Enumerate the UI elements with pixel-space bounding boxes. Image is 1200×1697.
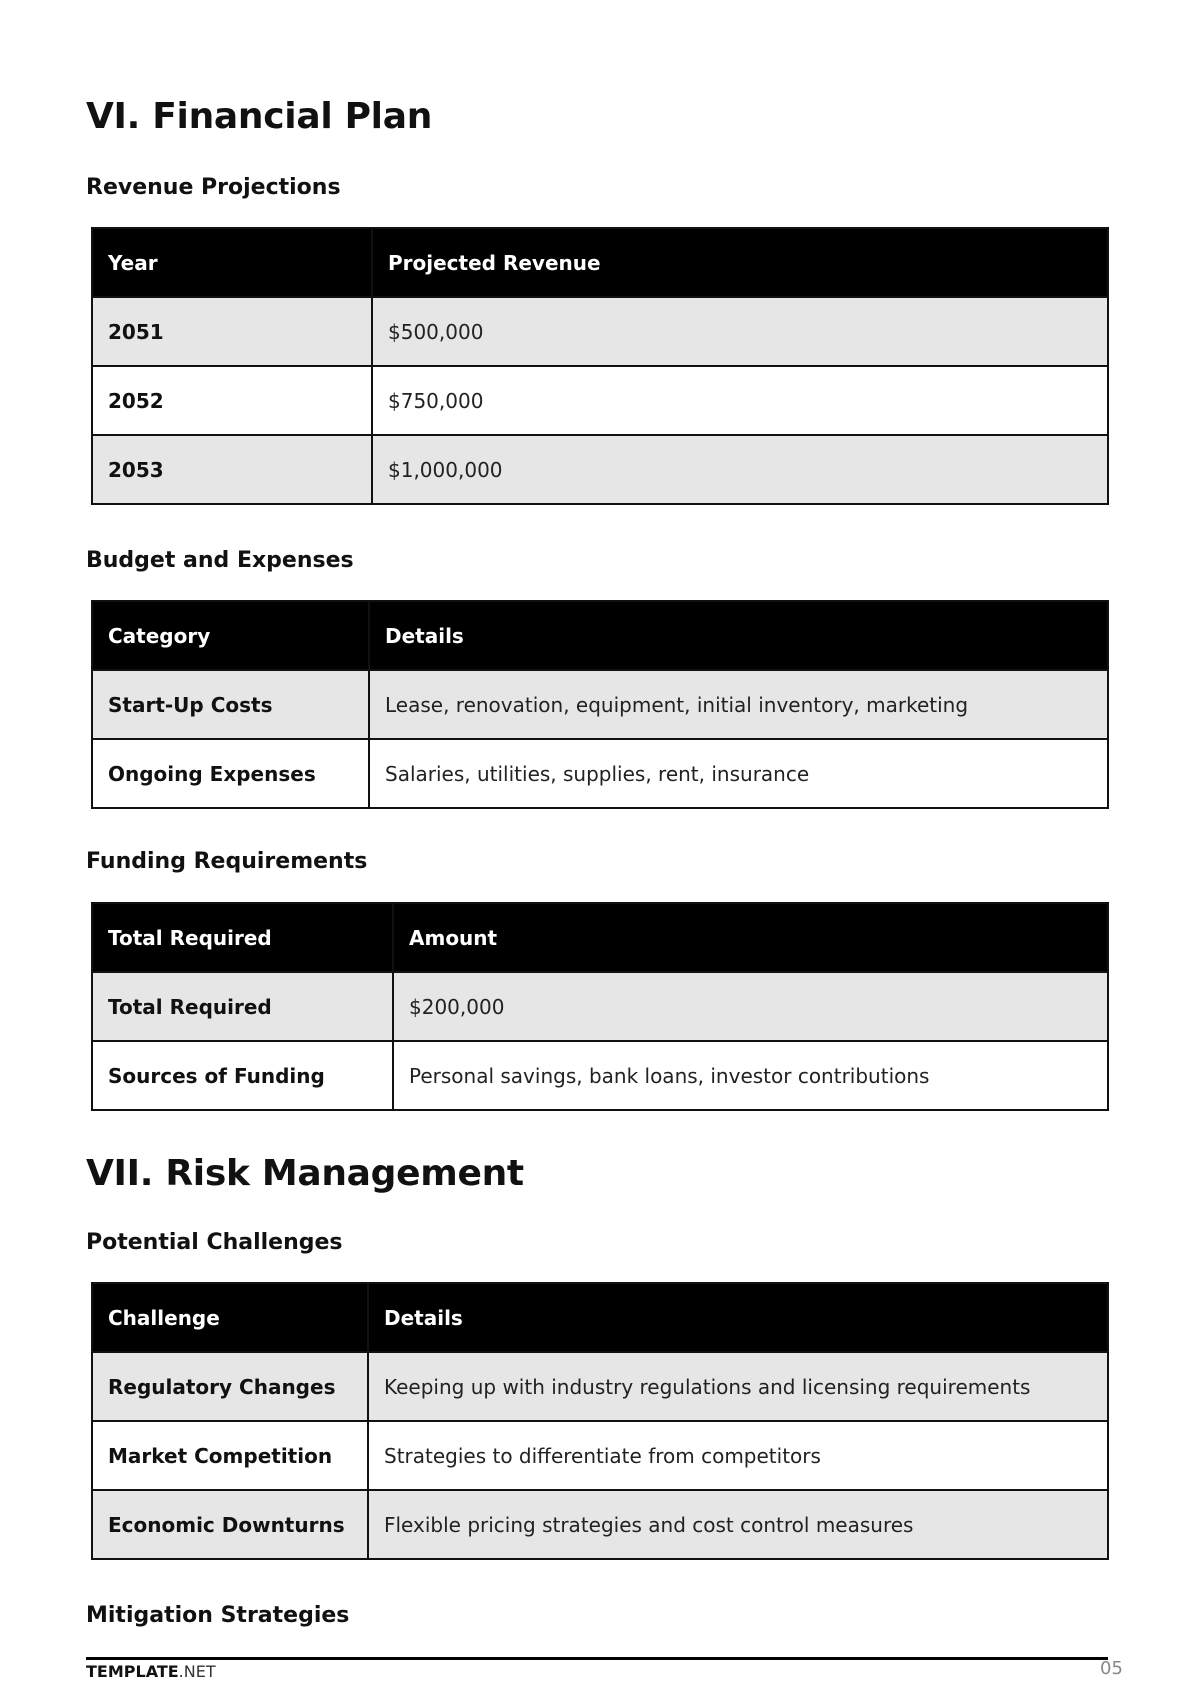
brand-name-suffix: .NET (178, 1662, 216, 1681)
footer-brand-logo (86, 1662, 216, 1681)
table-row (92, 670, 1108, 739)
funding-requirements-heading: Funding Requirements (86, 849, 368, 874)
challenge-cell: Economic Downturns (92, 1490, 368, 1559)
table-row (92, 435, 1108, 504)
table-header-row (92, 601, 1108, 670)
table-row (92, 1352, 1108, 1421)
mitigation-strategies-heading: Mitigation Strategies (86, 1603, 350, 1628)
challenge-cell: Regulatory Changes (92, 1352, 368, 1421)
footer-divider (86, 1657, 1108, 1660)
amount-cell: Personal savings, bank loans, investor contributions (393, 1041, 1108, 1110)
budget-expenses-heading: Budget and Expenses (86, 548, 354, 573)
page-number: 05 (1100, 1658, 1123, 1679)
category-cell: Ongoing Expenses (92, 739, 369, 808)
table-row (92, 1490, 1108, 1559)
section-title-financial-plan: VI. Financial Plan (86, 96, 433, 137)
column-header: Total Required (92, 903, 393, 972)
table-header-row (92, 228, 1108, 297)
table-row (92, 739, 1108, 808)
table-row (92, 297, 1108, 366)
table-row (92, 1041, 1108, 1110)
revenue-projections-heading: Revenue Projections (86, 175, 341, 200)
potential-challenges-table (91, 1282, 1109, 1560)
funding-requirements-table (91, 902, 1109, 1111)
details-cell: Strategies to differentiate from competitors (368, 1421, 1108, 1490)
column-header: Details (369, 601, 1108, 670)
label-cell: Total Required (92, 972, 393, 1041)
details-cell: Lease, renovation, equipment, initial inventory, marketing (369, 670, 1108, 739)
column-header: Challenge (92, 1283, 368, 1352)
year-cell: 2051 (92, 297, 372, 366)
revenue-cell: $500,000 (372, 297, 1108, 366)
table-header-row (92, 1283, 1108, 1352)
column-header: Details (368, 1283, 1108, 1352)
potential-challenges-heading: Potential Challenges (86, 1230, 343, 1255)
revenue-projections-table (91, 227, 1109, 505)
year-cell: 2052 (92, 366, 372, 435)
table-row (92, 972, 1108, 1041)
amount-cell: $200,000 (393, 972, 1108, 1041)
label-cell: Sources of Funding (92, 1041, 393, 1110)
column-header: Amount (393, 903, 1108, 972)
revenue-cell: $750,000 (372, 366, 1108, 435)
year-cell: 2053 (92, 435, 372, 504)
brand-name-bold: TEMPLATE (86, 1662, 179, 1681)
budget-expenses-table (91, 600, 1109, 809)
column-header: Category (92, 601, 369, 670)
table-row (92, 366, 1108, 435)
details-cell: Keeping up with industry regulations and licensing requirements (368, 1352, 1108, 1421)
category-cell: Start-Up Costs (92, 670, 369, 739)
column-header: Projected Revenue (372, 228, 1108, 297)
details-cell: Salaries, utilities, supplies, rent, insurance (369, 739, 1108, 808)
table-header-row (92, 903, 1108, 972)
details-cell: Flexible pricing strategies and cost control measures (368, 1490, 1108, 1559)
challenge-cell: Market Competition (92, 1421, 368, 1490)
section-title-risk-management: VII. Risk Management (86, 1153, 524, 1194)
table-row (92, 1421, 1108, 1490)
column-header: Year (92, 228, 372, 297)
revenue-cell: $1,000,000 (372, 435, 1108, 504)
